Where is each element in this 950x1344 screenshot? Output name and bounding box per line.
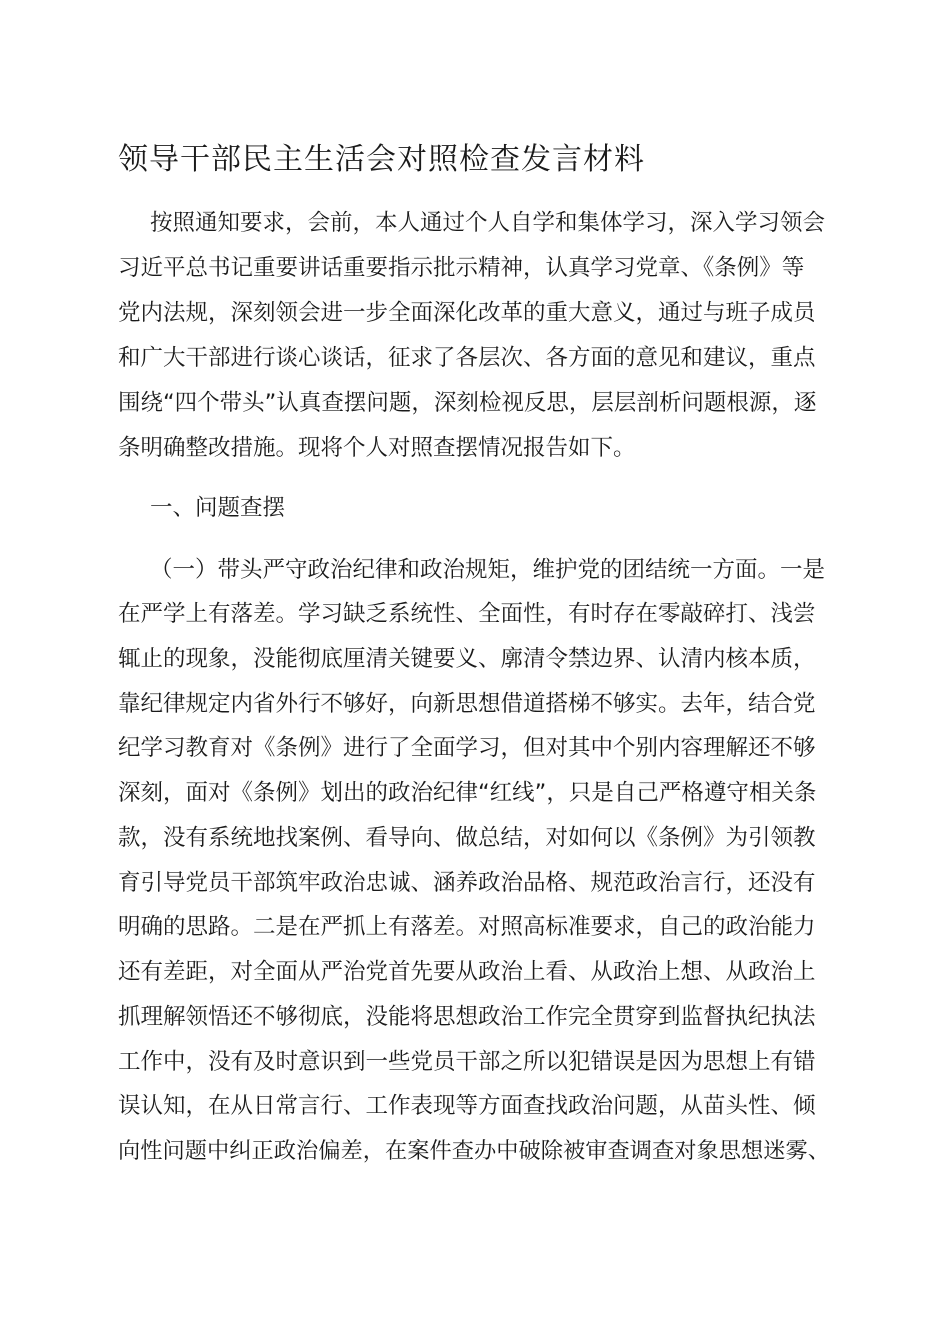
paragraph-line: 靠纪律规定内省外行不够好，向新思想借道搭梯不够实。去年，结合党 — [118, 691, 816, 717]
paragraph-line: （一）带头严守政治纪律和政治规矩，维护党的团结统一方面。一是 — [150, 557, 826, 583]
paragraph-line: 在严学上有落差。学习缺乏系统性、全面性，有时存在零敲碎打、浅尝 — [118, 601, 816, 627]
document-title: 领导干部民主生活会对照检查发言材料 — [118, 142, 645, 177]
paragraph-line: 抓理解领悟还不够彻底，没能将思想政治工作完全贯穿到监督执纪执法 — [118, 1004, 816, 1030]
paragraph-line: 辄止的现象，没能彻底厘清关键要义、廓清令禁边界、认清内核本质， — [118, 646, 816, 672]
paragraph-line: 党内法规，深刻领会进一步全面深化改革的重大意义，通过与班子成员 — [118, 300, 816, 326]
paragraph-line: 款，没有系统地找案例、看导向、做总结，对如何以《条例》为引领教 — [118, 825, 816, 851]
paragraph-line: 纪学习教育对《条例》进行了全面学习，但对其中个别内容理解还不够 — [118, 735, 816, 761]
paragraph-line: 误认知，在从日常言行、工作表现等方面查找政治问题，从苗头性、倾 — [118, 1093, 816, 1119]
paragraph-line: 工作中，没有及时意识到一些党员干部之所以犯错误是因为思想上有错 — [118, 1049, 816, 1075]
paragraph-line: 深刻，面对《条例》划出的政治纪律“红线”，只是自己严格遵守相关条 — [118, 780, 817, 806]
paragraph-line: 按照通知要求，会前，本人通过个人自学和集体学习，深入学习领会 — [150, 210, 826, 236]
paragraph-line: 习近平总书记重要讲话重要指示批示精神，认真学习党章、《条例》等 — [118, 255, 805, 281]
paragraph-line: 向性问题中纠正政治偏差，在案件查办中破除被审查调查对象思想迷雾、 — [118, 1138, 830, 1164]
paragraph-line: 明确的思路。二是在严抓上有落差。对照高标准要求，自己的政治能力 — [118, 914, 816, 940]
paragraph-line: 还有差距，对全面从严治党首先要从政治上看、从政治上想、从政治上 — [118, 959, 816, 985]
paragraph-line: 育引导党员干部筑牢政治忠诚、涵养政治品格、规范政治言行，还没有 — [118, 870, 816, 896]
paragraph-line: 和广大干部进行谈心谈话，征求了各层次、各方面的意见和建议，重点 — [118, 345, 816, 371]
section-heading: 一、问题查摆 — [150, 495, 286, 521]
paragraph-line: 围绕“四个带头”认真查摆问题，深刻检视反思，层层剖析问题根源，逐 — [118, 390, 817, 416]
paragraph-line: 条明确整改措施。现将个人对照查摆情况报告如下。 — [118, 435, 636, 461]
